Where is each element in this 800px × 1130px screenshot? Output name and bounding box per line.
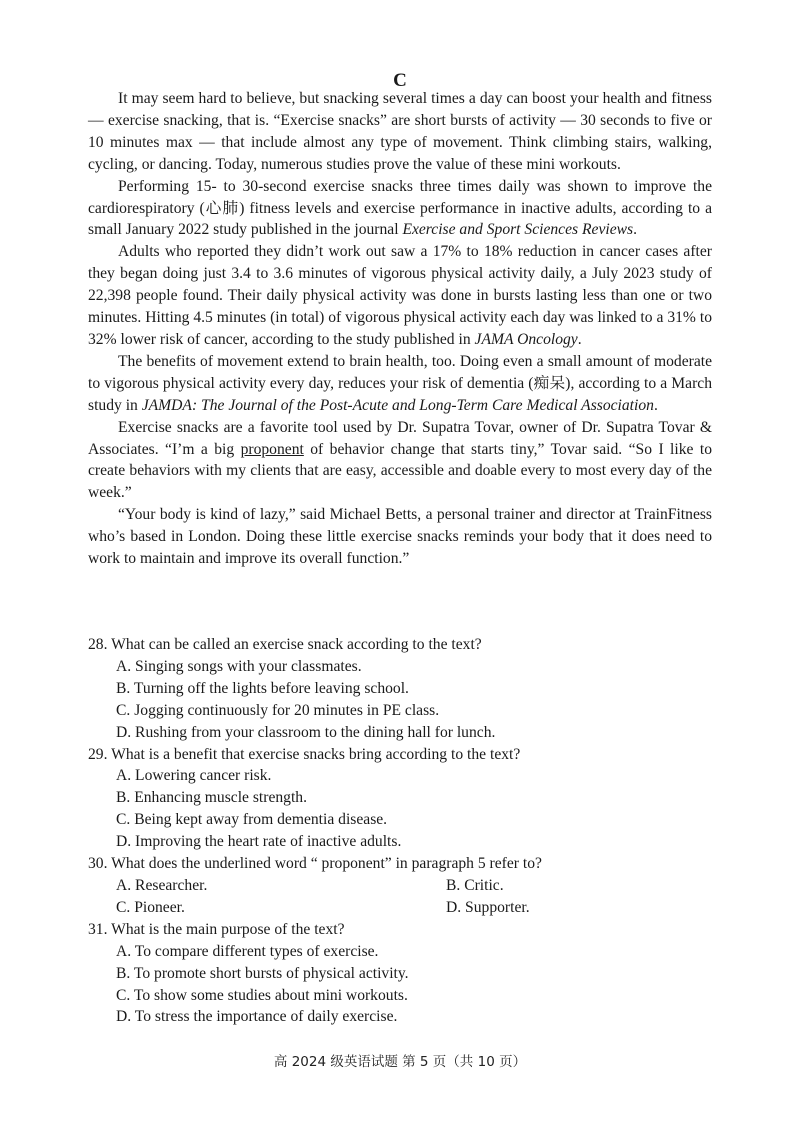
question-31 <box>88 919 712 1029</box>
option-b: B. Turning off the lights before leaving school. <box>116 679 409 697</box>
paragraph-4 <box>88 351 712 417</box>
option-b: B. Enhancing muscle strength. <box>116 789 307 807</box>
option-a: A. To compare different types of exercise. <box>116 942 379 960</box>
underlined-word: proponent <box>240 440 304 458</box>
option-d: D. Improving the heart rate of inactive adults. <box>116 833 402 851</box>
paragraph-1: It may seem hard to believe, but snacking several times a day can boost your health and fitness — exercise snacking, that is. “Exercise snacks” are short bursts of activity — 30 seconds to five or 10 minutes max — that include almost any type of movement. Think climbing stairs, walking, cycling, or dancing. Today, numerous studies prove the value of these mini workouts. <box>88 90 712 173</box>
option-d: D. Supporter. <box>446 898 530 916</box>
option-c: C. Pioneer. <box>116 898 185 916</box>
paragraph-4-end: . <box>653 396 658 414</box>
option-a: A. Researcher. <box>116 876 208 894</box>
reading-passage <box>88 88 712 570</box>
question-stem: 30. What does the underlined word “ proponent” in paragraph 5 refer to? <box>88 855 542 873</box>
paragraph-3-text: Adults who reported they didn’t work out saw a 17% to 18% reduction in cancer cases after they began doing just 3.4 to 3.6 minutes of vigorous physical activity daily, a July 2023 study of 22,398 people found. Their daily physical activity was done in bursts lasting less than one or two minutes. Hitting 4.5 minutes (in total) of vigorous physical activity each day was linked to a 31% to 32% lower risk of cancer, according to the study published in <box>88 243 712 348</box>
question-stem: 29. What is a benefit that exercise snacks bring according to the text? <box>88 745 521 763</box>
question-29 <box>88 744 712 854</box>
option-grid <box>116 875 712 919</box>
paragraph-2-end: . <box>633 221 637 239</box>
option-c: C. To show some studies about mini workouts. <box>116 986 408 1004</box>
question-28 <box>88 634 712 744</box>
option-d: D. Rushing from your classroom to the dining hall for lunch. <box>116 723 496 741</box>
question-30 <box>88 853 712 919</box>
journal-title: JAMDA: The Journal of the Post-Acute and Long-Term Care Medical Association <box>141 396 654 414</box>
paragraph-2-text: Performing 15- to 30-second exercise snacks three times daily was shown to improve the cardiorespiratory (心肺) fitness levels and exercise performance in inactive adults, according to a small January 2022 study published in the journal <box>88 177 712 239</box>
option-b: B. To promote short bursts of physical activity. <box>116 964 409 982</box>
option-d: D. To stress the importance of daily exercise. <box>116 1008 398 1026</box>
question-stem: 28. What can be called an exercise snack according to the text? <box>88 636 482 653</box>
section-label: C <box>393 70 407 91</box>
paragraph-5 <box>88 417 712 505</box>
option-c: C. Jogging continuously for 20 minutes in PE class. <box>116 701 440 719</box>
paragraph-3 <box>88 241 712 351</box>
paragraph-4-text: The benefits of movement extend to brain health, too. Doing even a small amount of moderate to vigorous physical activity every day, reduces your risk of dementia (痴呆), according to a March study in <box>88 352 712 414</box>
paragraph-6: “Your body is kind of lazy,” said Michael Betts, a personal trainer and director at TrainFitness who’s based in London. Doing these little exercise snacks reminds your body that it does need to work to maintain and improve its overall function.” <box>88 506 712 568</box>
paragraph-3-end: . <box>577 330 582 348</box>
option-a: A. Lowering cancer risk. <box>116 767 272 785</box>
question-stem: 31. What is the main purpose of the text? <box>88 920 345 938</box>
paragraph-2 <box>88 176 712 242</box>
paragraph-5-text: Exercise snacks are a favorite tool used by Dr. Supatra Tovar, owner of Dr. Supatra Tovar & Associates. “I’m a big <box>88 418 712 458</box>
journal-title: Exercise and Sport Sciences Reviews <box>402 221 634 239</box>
option-a: A. Singing songs with your classmates. <box>116 657 362 675</box>
page-footer: 高 2024 级英语试题 第 5 页（共 10 页） <box>273 1054 527 1070</box>
paragraph-5-text-end: of behavior change that starts tiny,” Tovar said. “So I like to create behaviors with my clients that are easy, accessible and doable every to most every day of the week.” <box>88 440 712 502</box>
option-c: C. Being kept away from dementia disease. <box>116 811 388 829</box>
question-list <box>88 634 712 1028</box>
journal-title: JAMA Oncology <box>474 330 578 348</box>
option-b: B. Critic. <box>446 876 504 894</box>
